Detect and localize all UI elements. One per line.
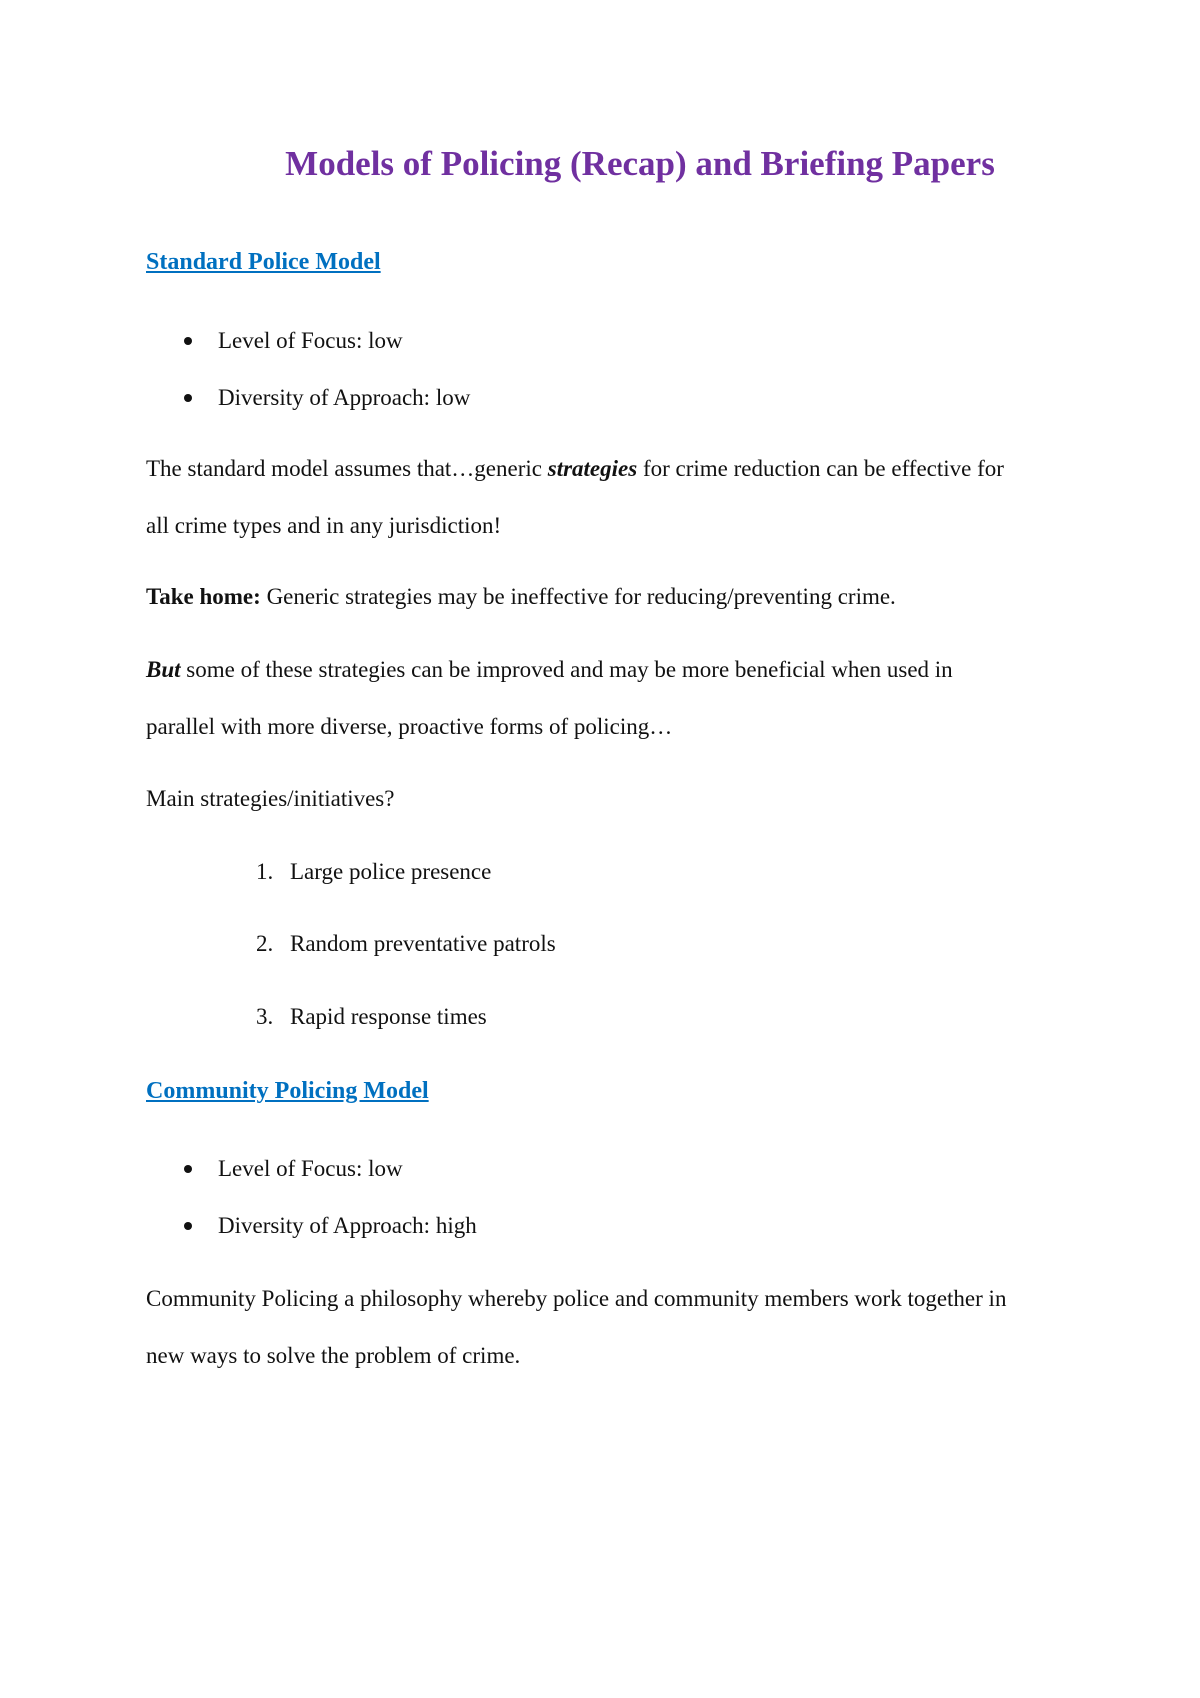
item-text: Large police presence: [290, 859, 492, 884]
item-number: 3.: [256, 1004, 274, 1029]
text-run: The standard model assumes that…generic: [146, 456, 548, 481]
emphasis-text: But: [146, 657, 181, 682]
takehome-label: Take home:: [146, 584, 261, 609]
section-heading-standard: Standard Police Model: [146, 249, 381, 275]
bullet-item: [184, 1154, 403, 1184]
bullet-text: Level of Focus: low: [218, 328, 403, 353]
section-heading-community: Community Policing Model: [146, 1078, 429, 1104]
text-run: some of these strategies can be improved and may be more beneficial when used in: [180, 657, 953, 682]
numbered-item: [256, 857, 491, 887]
paragraph-line: all crime types and in any jurisdiction!: [146, 513, 502, 538]
bullet-item: [184, 326, 403, 356]
item-text: Rapid response times: [290, 1004, 487, 1029]
paragraph-line: [146, 454, 1004, 484]
bullet-dot-icon: [184, 337, 192, 345]
numbered-item: [256, 1002, 487, 1032]
bullet-text: Diversity of Approach: high: [218, 1213, 477, 1238]
item-number: 2.: [256, 931, 274, 956]
takehome-text: Generic strategies may be ineffective for reducing/preventing crime.: [260, 584, 896, 609]
bullet-item: [184, 383, 470, 413]
emphasis-text: strategies: [547, 456, 638, 481]
takehome-line: [146, 582, 896, 612]
paragraph-line: new ways to solve the problem of crime.: [146, 1343, 521, 1368]
bullet-dot-icon: [184, 1165, 192, 1173]
numbered-item: [256, 929, 556, 959]
paragraph-line: Main strategies/initiatives?: [146, 786, 395, 811]
bullet-text: Diversity of Approach: low: [218, 385, 471, 410]
page-title: Models of Policing (Recap) and Briefing Papers: [285, 144, 995, 183]
bullet-text: Level of Focus: low: [218, 1156, 403, 1181]
paragraph-line: [146, 655, 953, 685]
bullet-dot-icon: [184, 1222, 192, 1230]
item-number: 1.: [256, 859, 274, 884]
paragraph-line: parallel with more diverse, proactive forms of policing…: [146, 714, 673, 739]
bullet-dot-icon: [184, 394, 192, 402]
paragraph-line: Community Policing a philosophy whereby police and community members work together in: [146, 1286, 1007, 1311]
text-run: for crime reduction can be effective for: [637, 456, 1004, 481]
item-text: Random preventative patrols: [290, 931, 556, 956]
bullet-item: [184, 1211, 477, 1241]
